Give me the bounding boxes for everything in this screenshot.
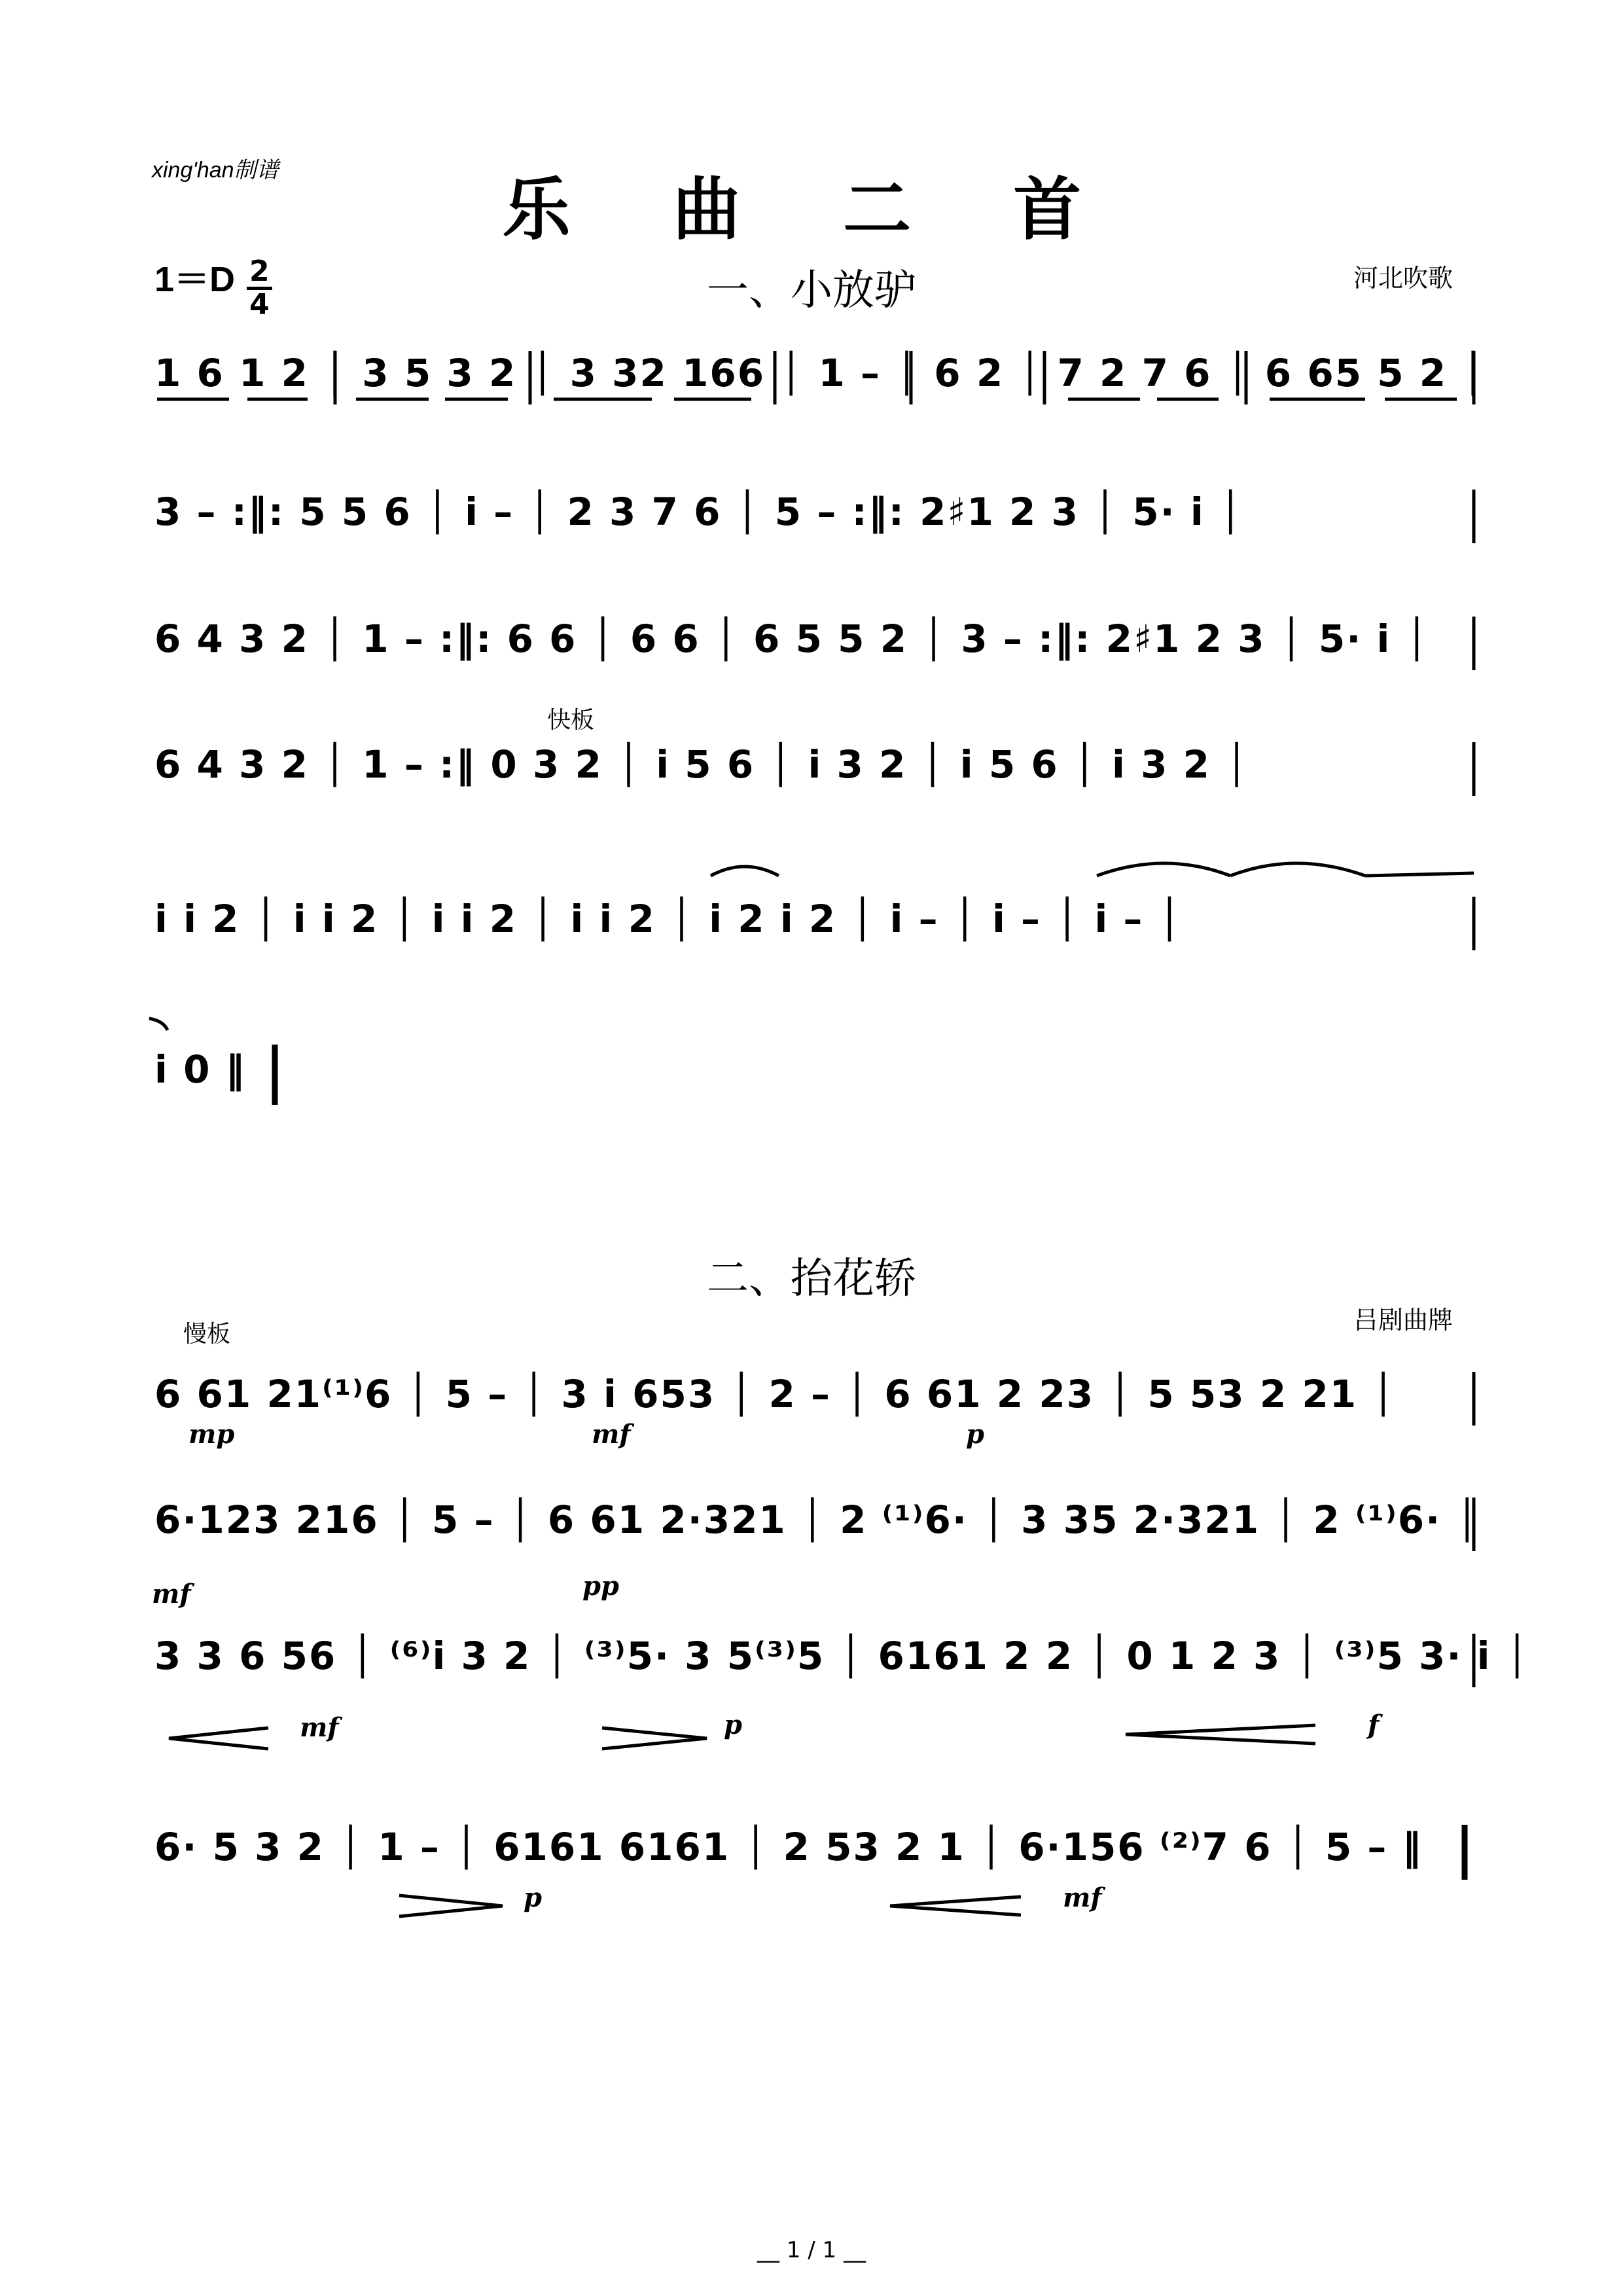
dynamic-mark: mf [300, 1712, 339, 1743]
piece2-source: 吕剧曲牌 [1353, 1306, 1454, 1335]
dynamic-mark: mf [1063, 1882, 1102, 1913]
dynamic-mark: f [1368, 1710, 1380, 1740]
dynamic-mark: p [524, 1882, 542, 1913]
piece1-line-2: 3 – :‖: 5 5 6 │ i – │ 2 3 7 6 │ 5 – :‖: 2♯1 2 3 │ 5· i │ [154, 490, 1243, 534]
piece1-line-1: 1 6 1 2 │ 3 5 3 2 │ 3 32 166 │ 1 – │ 6 2 │ 7 2 7 6 │ 6 65 5 2 │ [154, 351, 1486, 395]
page-title: 乐 曲 二 首 [502, 169, 1121, 249]
dynamic-mark: p [724, 1710, 742, 1740]
piece2-line-1: 6 61 21⁽¹⁾6 │ 5 – │ 3 i 653 │ 2 – │ 6 61 2 23 │ 5 53 2 21 │ [154, 1372, 1397, 1416]
piece2-line-4: 6· 5 3 2 │ 1 – │ 6161 6161 │ 2 53 2 1 │ 6·156 ⁽²⁾7 6 │ 5 – ‖ [154, 1825, 1423, 1869]
piece1-tempo: 快板 [547, 707, 595, 734]
piece1-source: 河北吹歌 [1353, 264, 1454, 293]
dynamic-mark: mf [592, 1419, 631, 1450]
credit-text: xing'han制谱 [152, 158, 279, 183]
piece1-line-6: i 0 ‖ [154, 1047, 246, 1092]
piece2-line-3: 3 3 6 56 │ ⁽⁶⁾i 3 2 │ ⁽³⁾5· 3 5⁽³⁾5 │ 6161 2 2 │ 0 1 2 3 │ ⁽³⁾5 3· i │ [154, 1634, 1530, 1678]
piece1-line-5: i i 2 │ i i 2 │ i i 2 │ i i 2 │ i 2 i 2 │ i – │ i – │ i – │ [154, 897, 1183, 941]
time-numerator: 2 [247, 257, 272, 290]
piece1-line-4: 6 4 3 2 │ 1 – :‖ 0 3 2 │ i 5 6 │ i 3 2 │ i 5 6 │ i 3 2 │ [154, 742, 1250, 787]
page-number: __ 1 / 1 __ [757, 2237, 866, 2263]
piece1-line-3: 6 4 3 2 │ 1 – :‖: 6 6 │ 6 6 │ 6 5 5 2 │ 3 – :‖: 2♯1 2 3 │ 5· i │ [154, 617, 1430, 661]
dynamic-mark: pp [582, 1571, 619, 1602]
piece1-title: 一、小放驴 [707, 266, 916, 315]
key-label: 1＝D [154, 260, 236, 299]
piece2-line-2: 6·123 216 │ 5 – │ 6 61 2·321 │ 2 ⁽¹⁾6· │ 3 35 2·321 │ 2 ⁽¹⁾6· │ [154, 1498, 1480, 1542]
piece2-title: 二、抬花轿 [707, 1255, 916, 1303]
time-denominator: 4 [249, 288, 270, 321]
dynamic-mark: mf [152, 1579, 191, 1609]
dynamic-mark: p [966, 1419, 984, 1450]
dynamic-mark: mp [188, 1419, 235, 1450]
piece2-tempo: 慢板 [183, 1321, 231, 1348]
